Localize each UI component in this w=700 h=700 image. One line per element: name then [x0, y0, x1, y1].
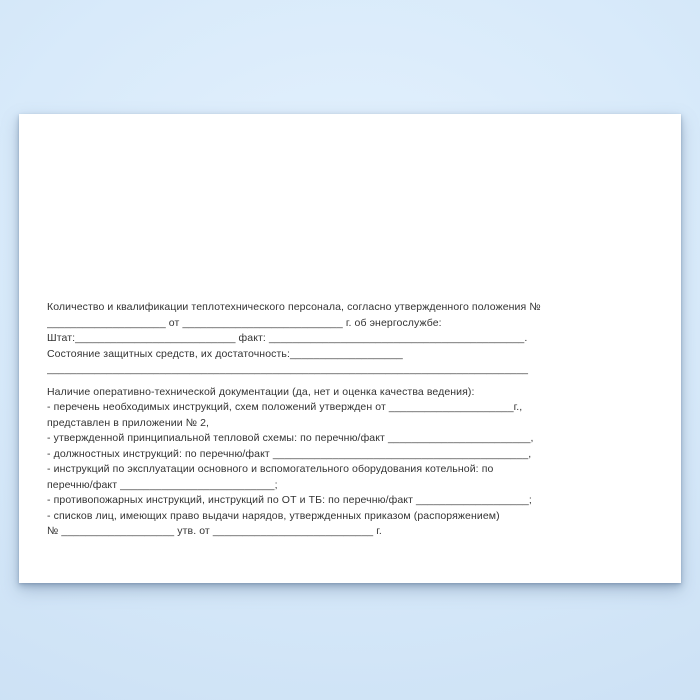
doc-line-boiler-equipment: - инструкций по эксплуатации основного и вспомогательного оборудования котельной: по	[47, 463, 494, 475]
document-page	[19, 114, 681, 583]
doc-line-documentation-heading: Наличие оперативно-технической документации (да, нет и оценка качества ведения):	[47, 385, 475, 398]
doc-line-protective-equipment: Состояние защитных средств, их достаточность:___________________	[47, 347, 403, 360]
doc-line-date-energy-service: ____________________ от ___________________________ г. об энергослужбе:	[47, 316, 442, 329]
paragraph-personnel	[47, 300, 671, 378]
doc-line-authorized-persons: - списков лиц, имеющих право выдачи нарядов, утвержденных приказом (распоряжением)	[47, 509, 500, 522]
doc-line-instructions-list: - перечень необходимых инструкций, схем положений утвержден от _____________________г.,	[47, 401, 523, 413]
doc-line-personnel-heading: Количество и квалификации теплотехнического персонала, согласно утвержденного положения №	[47, 301, 541, 313]
document-text	[47, 300, 671, 540]
doc-line-staff-fact: Штат:___________________________ факт: ___________________________________________.	[47, 332, 528, 344]
doc-line-thermal-scheme: - утвержденной принципиальной тепловой схемы: по перечню/факт ________________________,	[47, 432, 534, 444]
doc-line-boiler-equipment-cont: перечню/факт __________________________;	[47, 478, 278, 491]
paragraph-documentation	[47, 385, 671, 540]
doc-line-order-number: № ___________________ утв. от ___________________________ г.	[47, 525, 382, 537]
doc-line-fire-safety: - противопожарных инструкций, инструкций по ОТ и ТБ: по перечню/факт ___________________;	[47, 494, 532, 506]
doc-line-blank-rule: _________________________________________________________________________________	[47, 363, 529, 375]
doc-line-job-instructions: - должностных инструкций: по перечню/факт ___________________________________________,	[47, 447, 532, 460]
doc-line-appendix: представлен в приложении № 2,	[47, 416, 210, 429]
